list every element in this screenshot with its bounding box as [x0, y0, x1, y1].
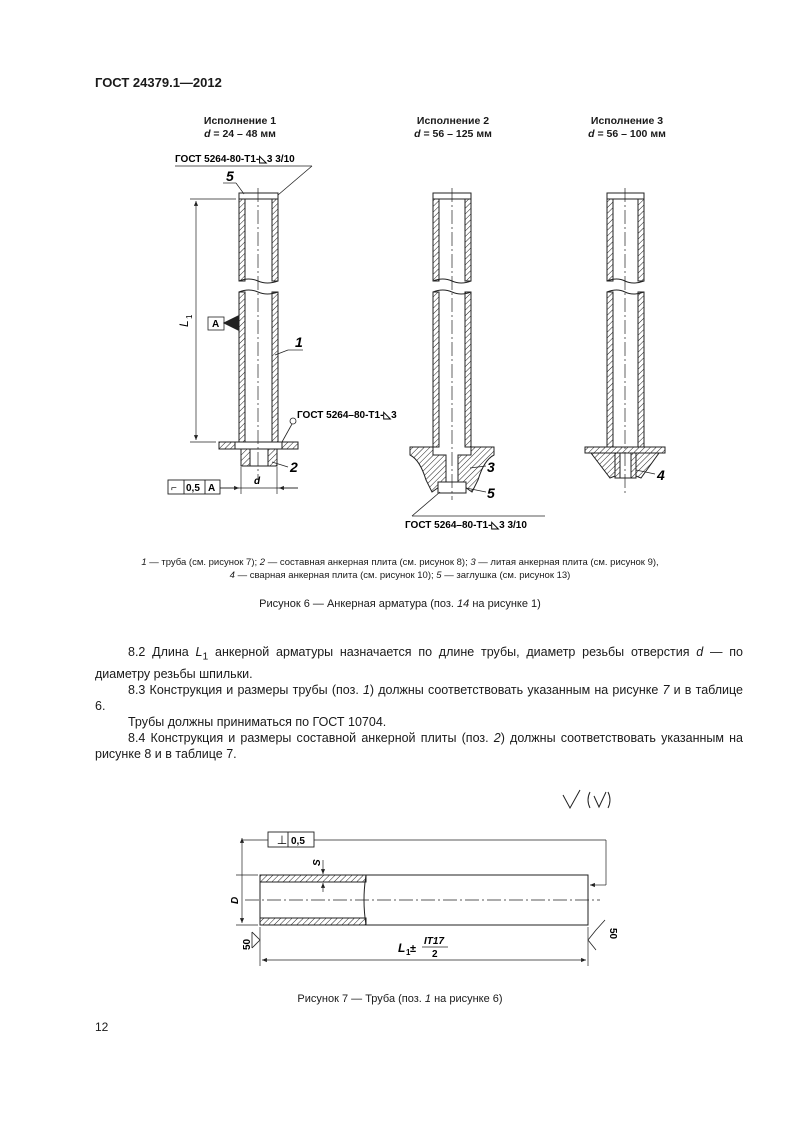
svg-text:L: L [177, 320, 191, 327]
tolerance-datum: А [208, 483, 216, 494]
text-segment: 1 [141, 557, 147, 568]
text-segment: 14 [457, 598, 470, 610]
paragraph-8-4 [95, 730, 743, 762]
text-segment: — литая анкерная плита (см. рисунок 9), [475, 557, 659, 568]
svg-text:1: 1 [185, 314, 194, 319]
text-segment: 8.4 Конструкция и размеры составной анкерной плиты (поз. [128, 730, 494, 745]
tolerance-symbol: ⌐ [171, 483, 177, 494]
figure-7-caption [60, 993, 740, 1005]
anchor-version-3 [585, 188, 665, 495]
dim-L1-sub: 1 [406, 948, 411, 957]
roughness-left: 50 [242, 938, 253, 950]
text-segment: и в таблице 6. [95, 682, 743, 713]
datum-A: А [212, 319, 220, 330]
figure-6-drawing [0, 0, 800, 560]
tolerance-denominator: 2 [432, 949, 438, 960]
tolerance-value: 0,5 [186, 483, 200, 494]
figure-6-caption [60, 598, 740, 610]
dim-D: D [230, 896, 241, 904]
text-segment: ) должны соответствовать указанным на рисунке 8 и в таблице 7. [95, 730, 743, 761]
callout-4: 4 [657, 467, 665, 483]
text-segment: Рисунок 7 — Труба (поз. [297, 993, 425, 1005]
text-segment: 1 [362, 682, 370, 697]
dim-d: d [254, 476, 261, 487]
text-segment: на рисунке 1) [469, 598, 541, 610]
anchor-version-1 [168, 166, 312, 494]
weld-label-top: ГОСТ 5264-80-Т1-◺3 3/10 [175, 154, 295, 165]
dim-S: S [312, 859, 323, 866]
perpendicularity-value: 0,5 [291, 836, 305, 847]
text-segment: 2 [259, 557, 266, 568]
roughness-right: 50 [607, 928, 618, 940]
text-segment: d [696, 645, 704, 659]
text-segment: анкерной арматуры назначается по длине трубы, диаметр резьбы отверстия [208, 645, 697, 659]
text-segment: 8.2 Длина [128, 645, 196, 659]
text-segment: 3 [470, 557, 476, 568]
text-segment: 8.3 Конструкция и размеры трубы (поз. [128, 682, 363, 697]
text-segment: на рисунке 6) [431, 993, 503, 1005]
document-header: ГОСТ 24379.1—2012 [95, 75, 222, 90]
text-segment: L [195, 645, 203, 659]
column-title-3: Исполнение 3 d = 56 – 100 мм [588, 115, 666, 140]
page-number: 12 [95, 1020, 109, 1034]
text-segment: Трубы должны приниматься по ГОСТ 10704. [128, 714, 387, 729]
weld-label-bottom: ГОСТ 5264–80-Т1-◺3 3/10 [405, 520, 527, 531]
dim-plus-minus: ± [410, 943, 417, 955]
text-segment: 1 [202, 651, 209, 663]
callout-1: 1 [295, 334, 303, 350]
text-segment: — по диаметру резьбы шпильки. [95, 645, 743, 681]
text-segment: — заглушка (см. рисунок 13) [441, 570, 571, 581]
weld-label-mid: ГОСТ 5264–80-Т1-◺3 [297, 410, 397, 421]
text-segment: ) должны соответствовать указанным на рисунке [369, 682, 663, 697]
text-segment: — сварная анкерная плита (см. рисунок 10); [234, 570, 437, 581]
body-text [95, 644, 743, 762]
callout-2: 2 [290, 459, 298, 475]
text-segment: Рисунок 6 — Анкерная арматура (поз. [259, 598, 458, 610]
paragraph-pipes [95, 714, 743, 730]
text-segment: — составная анкерная плита (см. рисунок 8); [265, 557, 471, 568]
column-title-1: Исполнение 1 d = 24 – 48 мм [203, 115, 277, 140]
tolerance-numerator: IT17 [424, 936, 445, 947]
callout-5-v1: 5 [226, 168, 234, 184]
text-segment: 2 [493, 730, 501, 745]
figure-6-legend-line-2 [60, 569, 740, 582]
paragraph-8-2 [95, 644, 743, 682]
text-segment: 4 [229, 570, 235, 581]
callout-5-v2: 5 [487, 485, 495, 501]
paragraph-8-3 [95, 682, 743, 714]
anchor-version-2 [410, 188, 545, 516]
figure-7-drawing [0, 780, 800, 980]
text-segment: 5 [436, 570, 442, 581]
dim-L1: L [398, 941, 406, 955]
column-title-2: Исполнение 2 d = 56 – 125 мм [414, 115, 492, 140]
dim-L1-v1 [177, 314, 194, 327]
text-segment: 1 [424, 993, 432, 1005]
text-segment: — труба (см. рисунок 7); [146, 557, 260, 568]
perpendicularity-symbol: ⊥ [276, 833, 288, 847]
figure-6-legend-line-1 [60, 556, 740, 569]
callout-3: 3 [487, 459, 495, 475]
text-segment: 7 [662, 682, 670, 697]
